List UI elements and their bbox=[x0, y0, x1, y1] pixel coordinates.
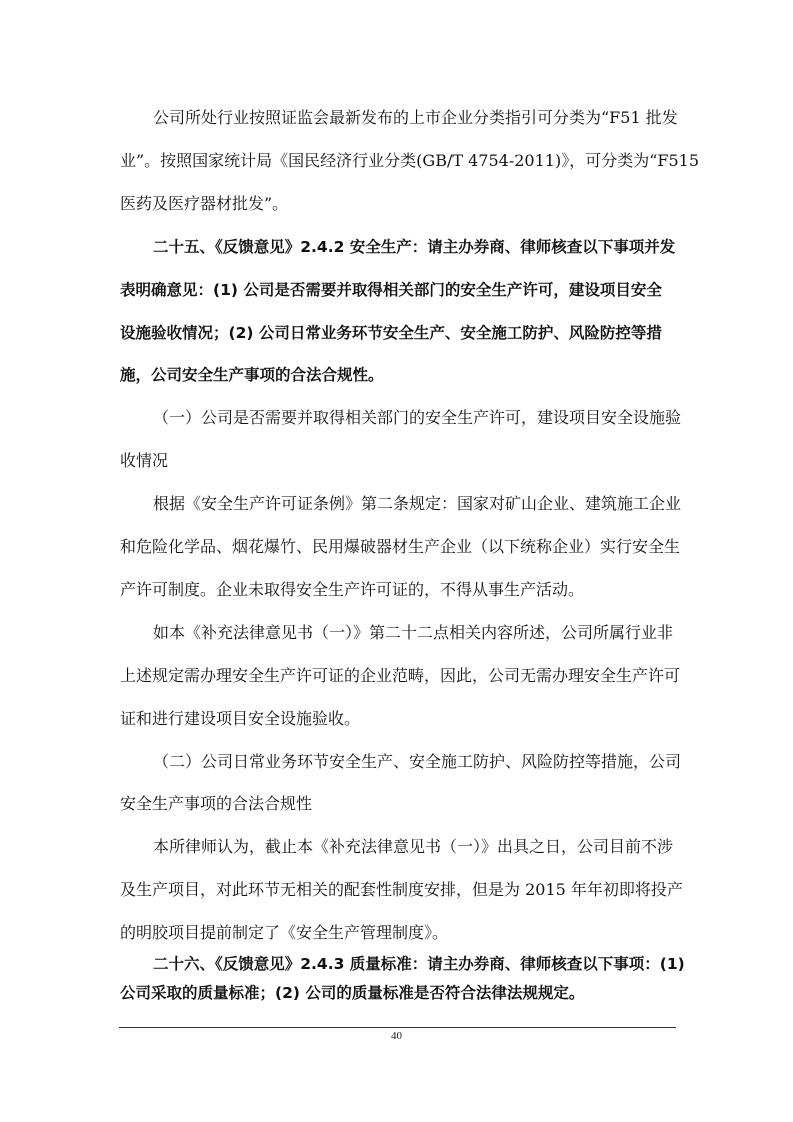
text-line: （一）公司是否需要并取得相关部门的安全生产许可，建设项目安全设施验 bbox=[153, 408, 682, 427]
text-line: 根据《安全生产许可证条例》第二条规定：国家对矿山企业、建筑施工企业 bbox=[153, 494, 682, 513]
text-line: 上述规定需办理安全生产许可证的企业范畴，因此，公司无需办理安全生产许可 bbox=[120, 666, 681, 685]
heading-line: 设施验收情况；(2) 公司日常业务环节安全生产、安全施工防护、风险防控等措 bbox=[120, 324, 662, 342]
text-line: 收情况 bbox=[120, 451, 169, 470]
text-line: 公司所处行业按照证监会最新发布的上市企业分类指引可分类为“F51 批发 bbox=[153, 108, 678, 127]
text-line: 如本《补充法律意见书（一）》第二十二点相关内容所述，公司所属行业非 bbox=[153, 623, 674, 642]
text-line: 证和进行建设项目安全设施验收。 bbox=[120, 709, 361, 728]
text-line: 业”。按照国家统计局《国民经济行业分类(GB/T 4754-2011)》，可分类为“F515 bbox=[120, 151, 700, 170]
heading-line: 表明确意见：(1) 公司是否需要并取得相关部门的安全生产许可，建设项目安全 bbox=[120, 281, 662, 299]
text-line: 本所律师认为，截止本《补充法律意见书（一）》出具之日，公司目前不涉 bbox=[153, 837, 674, 856]
heading-line: 二十六、《反馈意见》2.4.3 质量标准：请主办券商、律师核查以下事项：(1) bbox=[153, 955, 685, 973]
text-line: 安全生产事项的合法合规性 bbox=[120, 794, 313, 813]
text-line: 及生产项目，对此环节无相关的配套性制度安排，但是为 2015 年年初即将投产 bbox=[120, 880, 683, 899]
text-line: （二）公司日常业务环节安全生产、安全施工防护、风险防控等措施，公司 bbox=[153, 752, 682, 771]
heading-line: 公司采取的质量标准；(2) 公司的质量标准是否符合法律法规规定。 bbox=[120, 984, 585, 1002]
text-line: 和危险化学品、烟花爆竹、民用爆破器材生产企业（以下统称企业）实行安全生 bbox=[120, 537, 681, 556]
heading-line: 施，公司安全生产事项的合法合规性。 bbox=[120, 366, 384, 384]
text-line: 医药及医疗器材批发”。 bbox=[120, 194, 289, 213]
text-line: 的明胶项目提前制定了《安全生产管理制度》。 bbox=[120, 923, 449, 942]
text-line: 产许可制度。企业未取得安全生产许可证的，不得从事生产活动。 bbox=[120, 580, 585, 599]
heading-line: 二十五、《反馈意见》2.4.2 安全生产：请主办券商、律师核查以下事项并发 bbox=[153, 238, 676, 256]
footer-rule bbox=[119, 1027, 676, 1028]
page-number: 40 bbox=[391, 1030, 402, 1042]
